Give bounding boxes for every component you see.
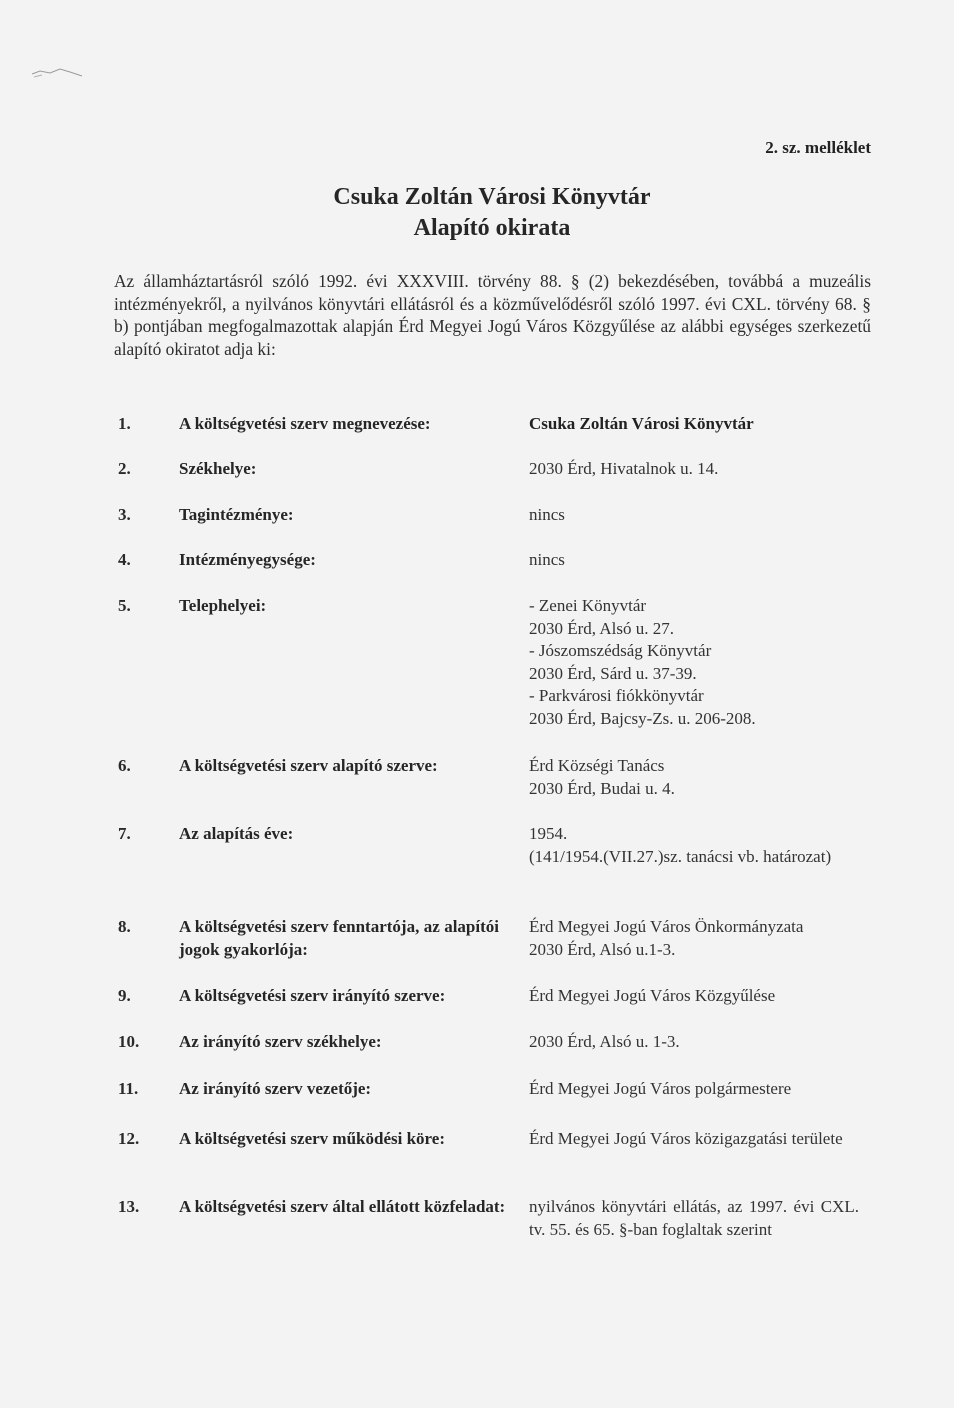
item-label: A költségvetési szerv megnevezése: <box>179 414 431 433</box>
item-number: 12. <box>118 1129 140 1148</box>
item-number: 1. <box>118 414 131 433</box>
document-title <box>0 182 954 244</box>
item-label: Székhelye: <box>179 459 257 478</box>
item-label: Tagintézménye: <box>179 505 294 524</box>
item-value <box>529 823 859 868</box>
title-line-1: Csuka Zoltán Városi Könyvtár <box>333 184 651 210</box>
item-value-line: Érd Megyei Jogú Város polgármestere <box>529 1079 792 1098</box>
item-value-line: nincs <box>529 550 565 569</box>
item-value <box>529 504 859 527</box>
annex-label: 2. sz. melléklet <box>765 138 871 157</box>
item-value <box>529 458 859 481</box>
item-label: Az irányító szerv vezetője: <box>179 1079 372 1098</box>
intro-paragraph: Az államháztartásról szóló 1992. évi XXXVIII. törvény 88. § (2) bekezdésében, továbbá a muzeális intézményekről, a nyilvános könyvtári ellátásról és a közművelődésről szóló 1997. évi CXL. törvény 68. § b) pontjában megfogalmazottak alapján Érd Megyei Jogú Város Közgyűlése az alábbi egységes szerkezetű alapító okiratot adja ki: <box>114 271 871 359</box>
item-label: A költségvetési szerv által ellátott közfeladat: <box>179 1197 506 1216</box>
item-label: A költségvetési szerv fenntartója, az alapítói jogok gyakorlója: <box>179 917 499 959</box>
item-value-line: nincs <box>529 505 565 524</box>
item-value <box>529 755 859 800</box>
item-value-line: 2030 Érd, Bajcsy-Zs. u. 206-208. <box>529 708 756 728</box>
item-label: Telephelyei: <box>179 596 267 615</box>
item-label: A költségvetési szerv működési köre: <box>179 1129 445 1148</box>
item-number: 7. <box>118 824 131 843</box>
item-number: 6. <box>118 756 131 775</box>
item-value-line: 1954. <box>529 824 568 843</box>
item-value <box>529 916 859 961</box>
item-number: 11. <box>118 1079 139 1098</box>
item-number: 4. <box>118 550 131 569</box>
item-value <box>529 985 859 1008</box>
item-value <box>529 549 859 572</box>
scan-smudge-mark <box>30 62 90 82</box>
item-number: 5. <box>118 596 131 615</box>
item-value <box>529 1031 859 1054</box>
item-number: 13. <box>118 1197 140 1216</box>
title-line-2: Alapító okirata <box>413 215 571 241</box>
item-value <box>529 1196 864 1241</box>
item-value-line: 2030 Érd, Budai u. 4. <box>529 778 675 798</box>
item-value-line: - Zenei Könyvtár <box>529 596 647 615</box>
item-value-line: Érd Megyei Jogú Város közigazgatási területe <box>529 1129 843 1148</box>
item-number: 10. <box>118 1032 140 1051</box>
item-value-line: 2030 Érd, Hivatalnok u. 14. <box>529 459 719 478</box>
item-value-line: Érd Községi Tanács <box>529 756 665 775</box>
item-number: 9. <box>118 986 131 1005</box>
item-value-line: 2030 Érd, Alsó u. 1-3. <box>529 1032 680 1051</box>
item-value <box>529 595 859 730</box>
item-value-line: - Parkvárosi fiókkönyvtár <box>529 686 704 705</box>
item-number: 3. <box>118 505 131 524</box>
item-value-line: Csuka Zoltán Városi Könyvtár <box>529 414 754 433</box>
item-value-line: 2030 Érd, Alsó u. 27. <box>529 618 674 638</box>
item-number: 8. <box>118 917 131 936</box>
item-label: Az irányító szerv székhelye: <box>179 1032 382 1051</box>
item-value-line: (141/1954.(VII.27.)sz. tanácsi vb. határozat) <box>529 846 832 866</box>
item-number: 2. <box>118 459 131 478</box>
item-label: Intézményegysége: <box>179 550 316 569</box>
item-value-line: 2030 Érd, Sárd u. 37-39. <box>529 663 697 683</box>
item-label: A költségvetési szerv alapító szerve: <box>179 756 438 775</box>
item-value <box>529 1078 859 1101</box>
item-label: Az alapítás éve: <box>179 824 294 843</box>
item-value <box>529 413 859 436</box>
item-value-line: 2030 Érd, Alsó u.1-3. <box>529 939 676 959</box>
item-value-line: - Jószomszédság Könyvtár <box>529 641 712 660</box>
item-value-line: Érd Megyei Jogú Város Önkormányzata <box>529 917 804 936</box>
item-value-line: nyilvános könyvtári ellátás, az 1997. évi CXL. tv. 55. és 65. §-ban foglaltak szerint <box>529 1197 864 1239</box>
item-value-line: Érd Megyei Jogú Város Közgyűlése <box>529 986 776 1005</box>
item-value <box>529 1128 859 1151</box>
item-label: A költségvetési szerv irányító szerve: <box>179 986 446 1005</box>
